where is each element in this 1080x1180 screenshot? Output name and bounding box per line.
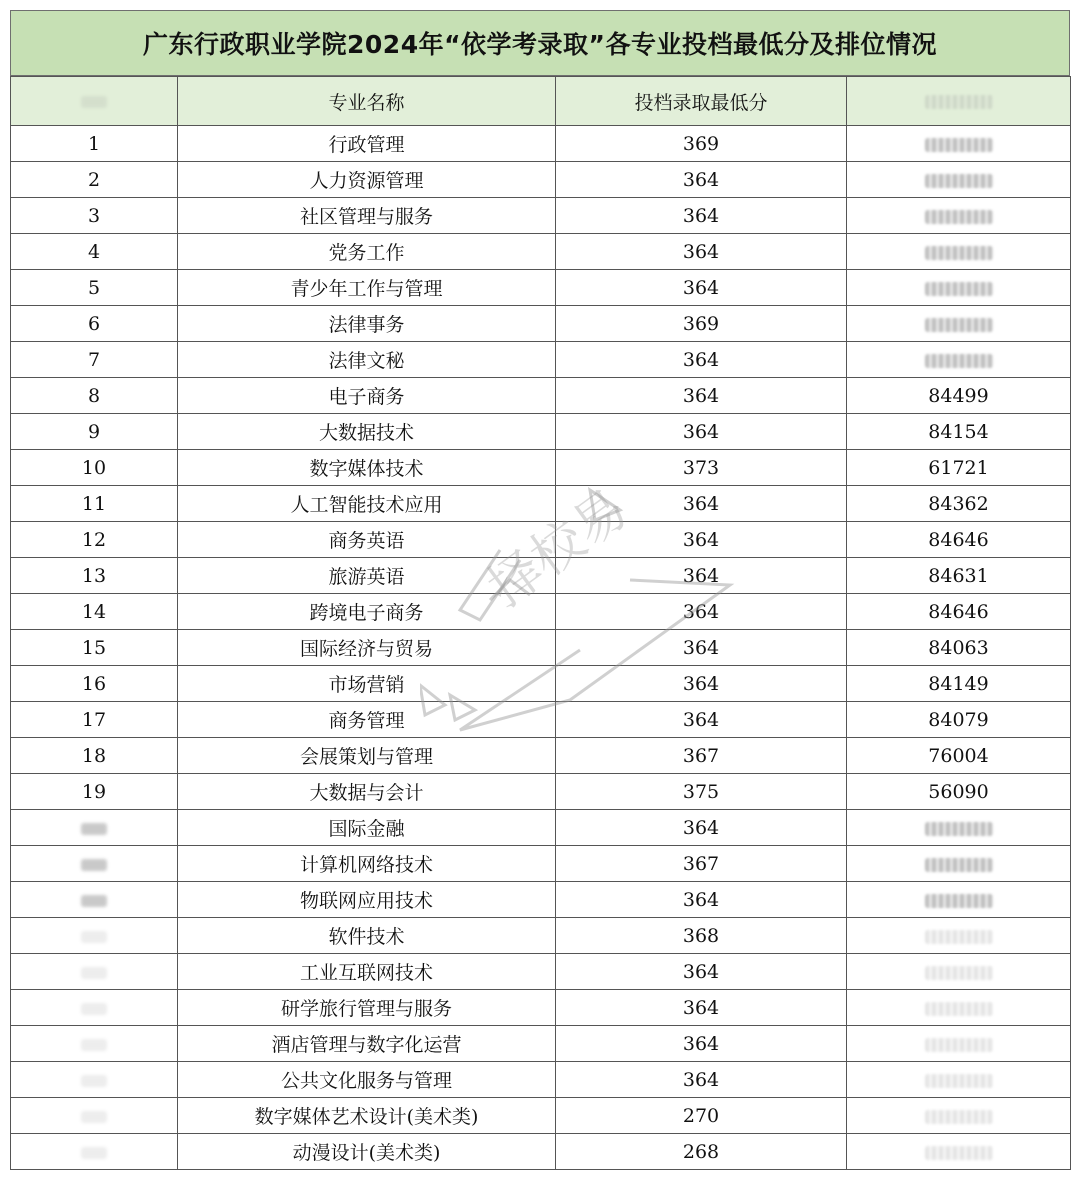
header-row — [11, 77, 1071, 126]
min-score: 369 — [556, 126, 847, 162]
rank — [847, 270, 1071, 306]
blurred-header-index — [81, 96, 107, 108]
major-name: 国际经济与贸易 — [178, 630, 556, 666]
blurred-index — [81, 823, 107, 835]
min-score: 364 — [556, 666, 847, 702]
blurred-rank — [925, 858, 993, 872]
rank: 84646 — [847, 594, 1071, 630]
min-score: 364 — [556, 594, 847, 630]
rank — [847, 342, 1071, 378]
row-index: 13 — [11, 558, 178, 594]
major-name: 商务管理 — [178, 702, 556, 738]
row-index — [11, 1026, 178, 1062]
min-score: 268 — [556, 1134, 847, 1170]
blurred-rank — [925, 174, 993, 188]
major-name: 法律文秘 — [178, 342, 556, 378]
blurred-rank — [925, 246, 993, 260]
major-name: 会展策划与管理 — [178, 738, 556, 774]
blurred-index — [81, 859, 107, 871]
table-row — [11, 990, 1071, 1026]
table-row — [11, 1098, 1071, 1134]
blurred-index — [81, 895, 107, 907]
major-name: 数字媒体技术 — [178, 450, 556, 486]
table-row — [11, 486, 1071, 522]
table-row — [11, 126, 1071, 162]
row-index — [11, 882, 178, 918]
blurred-index — [81, 967, 107, 979]
min-score: 364 — [556, 954, 847, 990]
row-index: 18 — [11, 738, 178, 774]
header-min-score: 投档录取最低分 — [556, 77, 847, 126]
blurred-rank — [925, 1074, 993, 1088]
blurred-rank — [925, 930, 993, 944]
major-name: 社区管理与服务 — [178, 198, 556, 234]
rank: 61721 — [847, 450, 1071, 486]
blurred-index — [81, 931, 107, 943]
blurred-rank — [925, 822, 993, 836]
row-index — [11, 810, 178, 846]
major-name: 行政管理 — [178, 126, 556, 162]
major-name: 人力资源管理 — [178, 162, 556, 198]
rank — [847, 1062, 1071, 1098]
blurred-index — [81, 1075, 107, 1087]
blurred-rank — [925, 354, 993, 368]
row-index: 11 — [11, 486, 178, 522]
major-name: 市场营销 — [178, 666, 556, 702]
major-name: 国际金融 — [178, 810, 556, 846]
min-score: 367 — [556, 738, 847, 774]
table-row — [11, 702, 1071, 738]
row-index — [11, 918, 178, 954]
major-name: 法律事务 — [178, 306, 556, 342]
min-score: 367 — [556, 846, 847, 882]
rank — [847, 882, 1071, 918]
rank — [847, 234, 1071, 270]
rank — [847, 1026, 1071, 1062]
min-score: 375 — [556, 774, 847, 810]
major-name: 大数据技术 — [178, 414, 556, 450]
major-name: 动漫设计(美术类) — [178, 1134, 556, 1170]
major-name: 物联网应用技术 — [178, 882, 556, 918]
rank: 56090 — [847, 774, 1071, 810]
min-score: 364 — [556, 1026, 847, 1062]
rank: 84149 — [847, 666, 1071, 702]
min-score: 364 — [556, 162, 847, 198]
table-row — [11, 162, 1071, 198]
row-index — [11, 846, 178, 882]
header-rank — [847, 77, 1071, 126]
table-row — [11, 450, 1071, 486]
major-name: 酒店管理与数字化运营 — [178, 1026, 556, 1062]
row-index — [11, 1134, 178, 1170]
row-index: 9 — [11, 414, 178, 450]
table-title: 广东行政职业学院2024年“依学考录取”各专业投档最低分及排位情况 — [10, 10, 1070, 76]
rank — [847, 1098, 1071, 1134]
row-index — [11, 954, 178, 990]
blurred-rank — [925, 210, 993, 224]
min-score: 364 — [556, 882, 847, 918]
table-row — [11, 558, 1071, 594]
blurred-header-rank — [925, 95, 993, 109]
rank — [847, 954, 1071, 990]
min-score: 364 — [556, 810, 847, 846]
rank — [847, 1134, 1071, 1170]
row-index — [11, 1098, 178, 1134]
blurred-rank — [925, 1038, 993, 1052]
major-name: 数字媒体艺术设计(美术类) — [178, 1098, 556, 1134]
min-score: 369 — [556, 306, 847, 342]
row-index: 5 — [11, 270, 178, 306]
min-score: 364 — [556, 414, 847, 450]
table-row — [11, 918, 1071, 954]
min-score: 364 — [556, 234, 847, 270]
row-index — [11, 1062, 178, 1098]
row-index: 4 — [11, 234, 178, 270]
rank: 76004 — [847, 738, 1071, 774]
blurred-index — [81, 1111, 107, 1123]
table-row — [11, 1134, 1071, 1170]
table-row — [11, 1062, 1071, 1098]
blurred-rank — [925, 966, 993, 980]
major-name: 人工智能技术应用 — [178, 486, 556, 522]
rank — [847, 306, 1071, 342]
min-score: 368 — [556, 918, 847, 954]
min-score: 364 — [556, 486, 847, 522]
table-row — [11, 270, 1071, 306]
major-name: 商务英语 — [178, 522, 556, 558]
rank: 84499 — [847, 378, 1071, 414]
blurred-rank — [925, 138, 993, 152]
table-row — [11, 378, 1071, 414]
row-index: 1 — [11, 126, 178, 162]
watermark-text: 择校易 — [477, 478, 640, 620]
row-index: 16 — [11, 666, 178, 702]
table-row — [11, 234, 1071, 270]
table-row — [11, 954, 1071, 990]
row-index: 3 — [11, 198, 178, 234]
header-index — [11, 77, 178, 126]
min-score: 364 — [556, 558, 847, 594]
major-name: 党务工作 — [178, 234, 556, 270]
rank — [847, 198, 1071, 234]
admission-table-sheet — [10, 10, 1070, 1170]
rank: 84154 — [847, 414, 1071, 450]
major-name: 青少年工作与管理 — [178, 270, 556, 306]
min-score: 364 — [556, 630, 847, 666]
table-row — [11, 198, 1071, 234]
min-score: 364 — [556, 990, 847, 1026]
min-score: 270 — [556, 1098, 847, 1134]
rank — [847, 918, 1071, 954]
min-score: 364 — [556, 378, 847, 414]
major-name: 公共文化服务与管理 — [178, 1062, 556, 1098]
row-index: 19 — [11, 774, 178, 810]
blurred-rank — [925, 318, 993, 332]
blurred-index — [81, 1147, 107, 1159]
min-score: 364 — [556, 702, 847, 738]
blurred-rank — [925, 1110, 993, 1124]
major-name: 软件技术 — [178, 918, 556, 954]
rank: 84079 — [847, 702, 1071, 738]
table-row — [11, 882, 1071, 918]
blurred-rank — [925, 1002, 993, 1016]
min-score: 364 — [556, 198, 847, 234]
major-name: 旅游英语 — [178, 558, 556, 594]
major-name: 研学旅行管理与服务 — [178, 990, 556, 1026]
min-score: 364 — [556, 1062, 847, 1098]
blurred-index — [81, 1039, 107, 1051]
table-body — [11, 126, 1071, 1170]
table-row — [11, 666, 1071, 702]
table-row — [11, 810, 1071, 846]
rank: 84646 — [847, 522, 1071, 558]
major-name: 大数据与会计 — [178, 774, 556, 810]
rank: 84063 — [847, 630, 1071, 666]
min-score: 373 — [556, 450, 847, 486]
admission-table — [10, 76, 1071, 1170]
row-index: 12 — [11, 522, 178, 558]
row-index: 2 — [11, 162, 178, 198]
table-row — [11, 414, 1071, 450]
rank — [847, 846, 1071, 882]
row-index: 7 — [11, 342, 178, 378]
row-index: 15 — [11, 630, 178, 666]
rank: 84362 — [847, 486, 1071, 522]
rank: 84631 — [847, 558, 1071, 594]
table-row — [11, 846, 1071, 882]
blurred-rank — [925, 894, 993, 908]
row-index: 10 — [11, 450, 178, 486]
blurred-rank — [925, 282, 993, 296]
header-major: 专业名称 — [178, 77, 556, 126]
blurred-rank — [925, 1146, 993, 1160]
row-index: 6 — [11, 306, 178, 342]
table-row — [11, 342, 1071, 378]
table-row — [11, 522, 1071, 558]
major-name: 跨境电子商务 — [178, 594, 556, 630]
table-row — [11, 738, 1071, 774]
row-index: 8 — [11, 378, 178, 414]
major-name: 电子商务 — [178, 378, 556, 414]
table-row — [11, 630, 1071, 666]
table-row — [11, 774, 1071, 810]
rank — [847, 990, 1071, 1026]
major-name: 工业互联网技术 — [178, 954, 556, 990]
table-row — [11, 594, 1071, 630]
blurred-index — [81, 1003, 107, 1015]
rank — [847, 810, 1071, 846]
rank — [847, 162, 1071, 198]
rank — [847, 126, 1071, 162]
row-index: 17 — [11, 702, 178, 738]
table-row — [11, 306, 1071, 342]
row-index: 14 — [11, 594, 178, 630]
min-score: 364 — [556, 270, 847, 306]
min-score: 364 — [556, 522, 847, 558]
min-score: 364 — [556, 342, 847, 378]
major-name: 计算机网络技术 — [178, 846, 556, 882]
row-index — [11, 990, 178, 1026]
table-row — [11, 1026, 1071, 1062]
